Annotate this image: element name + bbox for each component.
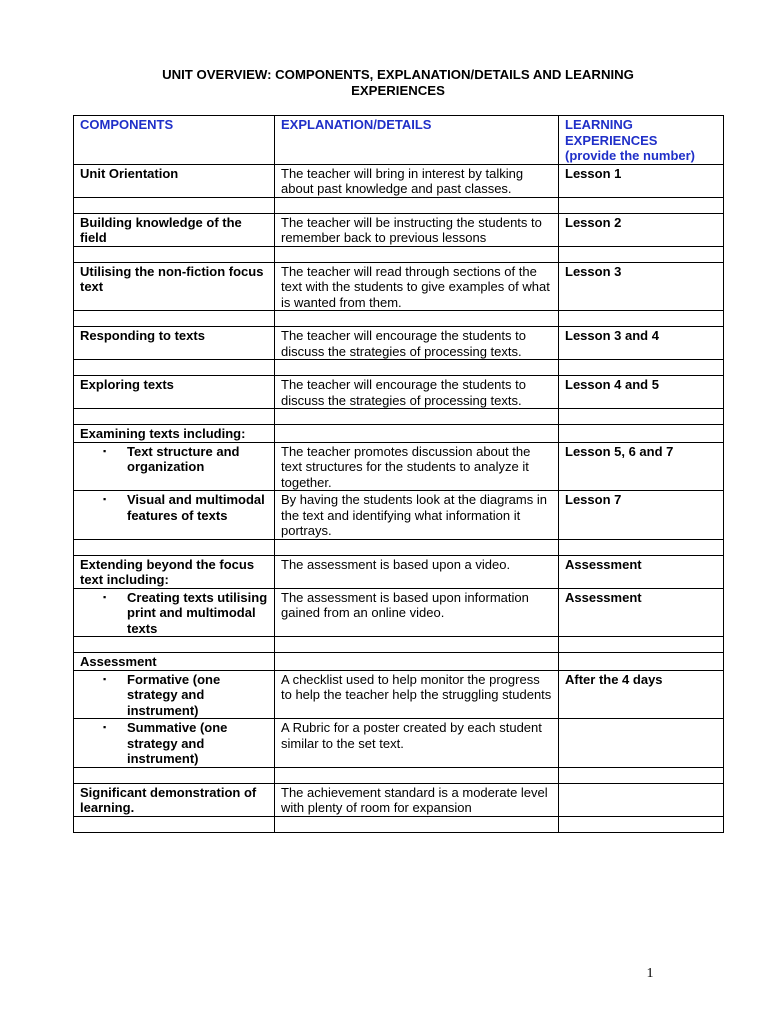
table-row [74,491,724,540]
title-line-1: UNIT OVERVIEW: COMPONENTS, EXPLANATION/DETAILS AND LEARNING [162,67,634,82]
explanation-cell [275,425,559,443]
table-row [74,425,724,443]
lesson-cell: Lesson 7 [559,491,724,540]
spacer-row [74,816,724,832]
component-cell: Exploring texts [74,376,275,409]
component-cell: Examining texts including: [74,425,275,443]
explanation-cell: By having the students look at the diagrams in the text and identifying what information it portrays. [275,491,559,540]
lesson-cell: After the 4 days [559,670,724,719]
spacer-row [74,637,724,653]
component-cell: Extending beyond the focus text including: [74,555,275,588]
explanation-cell: The teacher will read through sections of the text with the students to give examples of what is wanted from them. [275,262,559,311]
lesson-cell: Lesson 1 [559,164,724,197]
explanation-cell [275,653,559,671]
table-row [74,588,724,637]
table-row [74,670,724,719]
component-cell [74,719,275,768]
spacer-row [74,360,724,376]
explanation-cell: The assessment is based upon information gained from an online video. [275,588,559,637]
page-number: 1 [646,966,654,981]
bullet-icon: ▪ [103,673,107,684]
spacer-row [74,246,724,262]
bullet-icon: ▪ [103,494,107,504]
explanation-cell: A checklist used to help monitor the progress to help the teacher help the struggling students [275,670,559,719]
lesson-cell [559,425,724,443]
component-cell [74,491,275,540]
lesson-cell [559,719,724,768]
table-row [74,442,724,491]
bullet-icon: ▪ [103,591,107,602]
lesson-cell: Lesson 2 [559,213,724,246]
subcomponent-label: Formative (one strategy and instrument) [127,671,221,718]
component-cell: Utilising the non-fiction focus text [74,262,275,311]
spacer-row [74,539,724,555]
bullet-icon: ▪ [103,722,107,732]
component-cell [74,442,275,491]
table-row [74,376,724,409]
explanation-cell: The assessment is based upon a video. [275,555,559,588]
component-cell: Assessment [74,653,275,671]
explanation-cell: The teacher promotes discussion about the text structures for the students to analyze it together. [275,442,559,491]
bullet-icon: ▪ [103,445,107,456]
spacer-row [74,197,724,213]
header-learning-note: (provide the number) [565,148,696,163]
table-row [74,555,724,588]
header-components: COMPONENTS [74,116,275,165]
spacer-row [74,311,724,327]
table-row [74,213,724,246]
subcomponent-label: Summative (one strategy and instrument) [127,720,228,766]
table-row [74,327,724,360]
table-row [74,164,724,197]
explanation-cell: A Rubric for a poster created by each student similar to the set text. [275,719,559,768]
table-row [74,719,724,768]
document-title [73,67,723,99]
lesson-cell [559,783,724,816]
lesson-cell [559,653,724,671]
explanation-cell: The teacher will encourage the students to discuss the strategies of processing texts. [275,327,559,360]
component-cell: Significant demonstration of learning. [74,783,275,816]
component-cell: Building knowledge of the field [74,213,275,246]
table-row [74,653,724,671]
explanation-cell: The achievement standard is a moderate level with plenty of room for expansion [275,783,559,816]
lesson-cell: Assessment [559,588,724,637]
subcomponent-label: Text structure and organization [127,443,240,474]
header-row [74,116,724,165]
table-row [74,783,724,816]
explanation-cell: The teacher will encourage the students to discuss the strategies of processing texts. [275,376,559,409]
spacer-row [74,409,724,425]
lesson-cell: Lesson 3 and 4 [559,327,724,360]
lesson-cell: Lesson 3 [559,262,724,311]
title-line-2: EXPERIENCES [351,83,445,98]
component-cell [74,588,275,637]
spacer-row [74,767,724,783]
explanation-cell: The teacher will bring in interest by talking about past knowledge and past classes. [275,164,559,197]
unit-overview-table [73,115,724,833]
explanation-cell: The teacher will be instructing the students to remember back to previous lessons [275,213,559,246]
component-cell: Unit Orientation [74,164,275,197]
lesson-cell: Lesson 5, 6 and 7 [559,442,724,491]
table-row [74,262,724,311]
component-cell [74,670,275,719]
lesson-cell: Assessment [559,555,724,588]
component-cell: Responding to texts [74,327,275,360]
header-learning [559,116,724,165]
lesson-cell: Lesson 4 and 5 [559,376,724,409]
header-explanation: EXPLANATION/DETAILS [275,116,559,165]
subcomponent-label: Visual and multimodal features of texts [127,492,265,523]
header-learning-label: LEARNING EXPERIENCES [565,117,658,148]
subcomponent-label: Creating texts utilising print and multimodal texts [127,589,268,636]
